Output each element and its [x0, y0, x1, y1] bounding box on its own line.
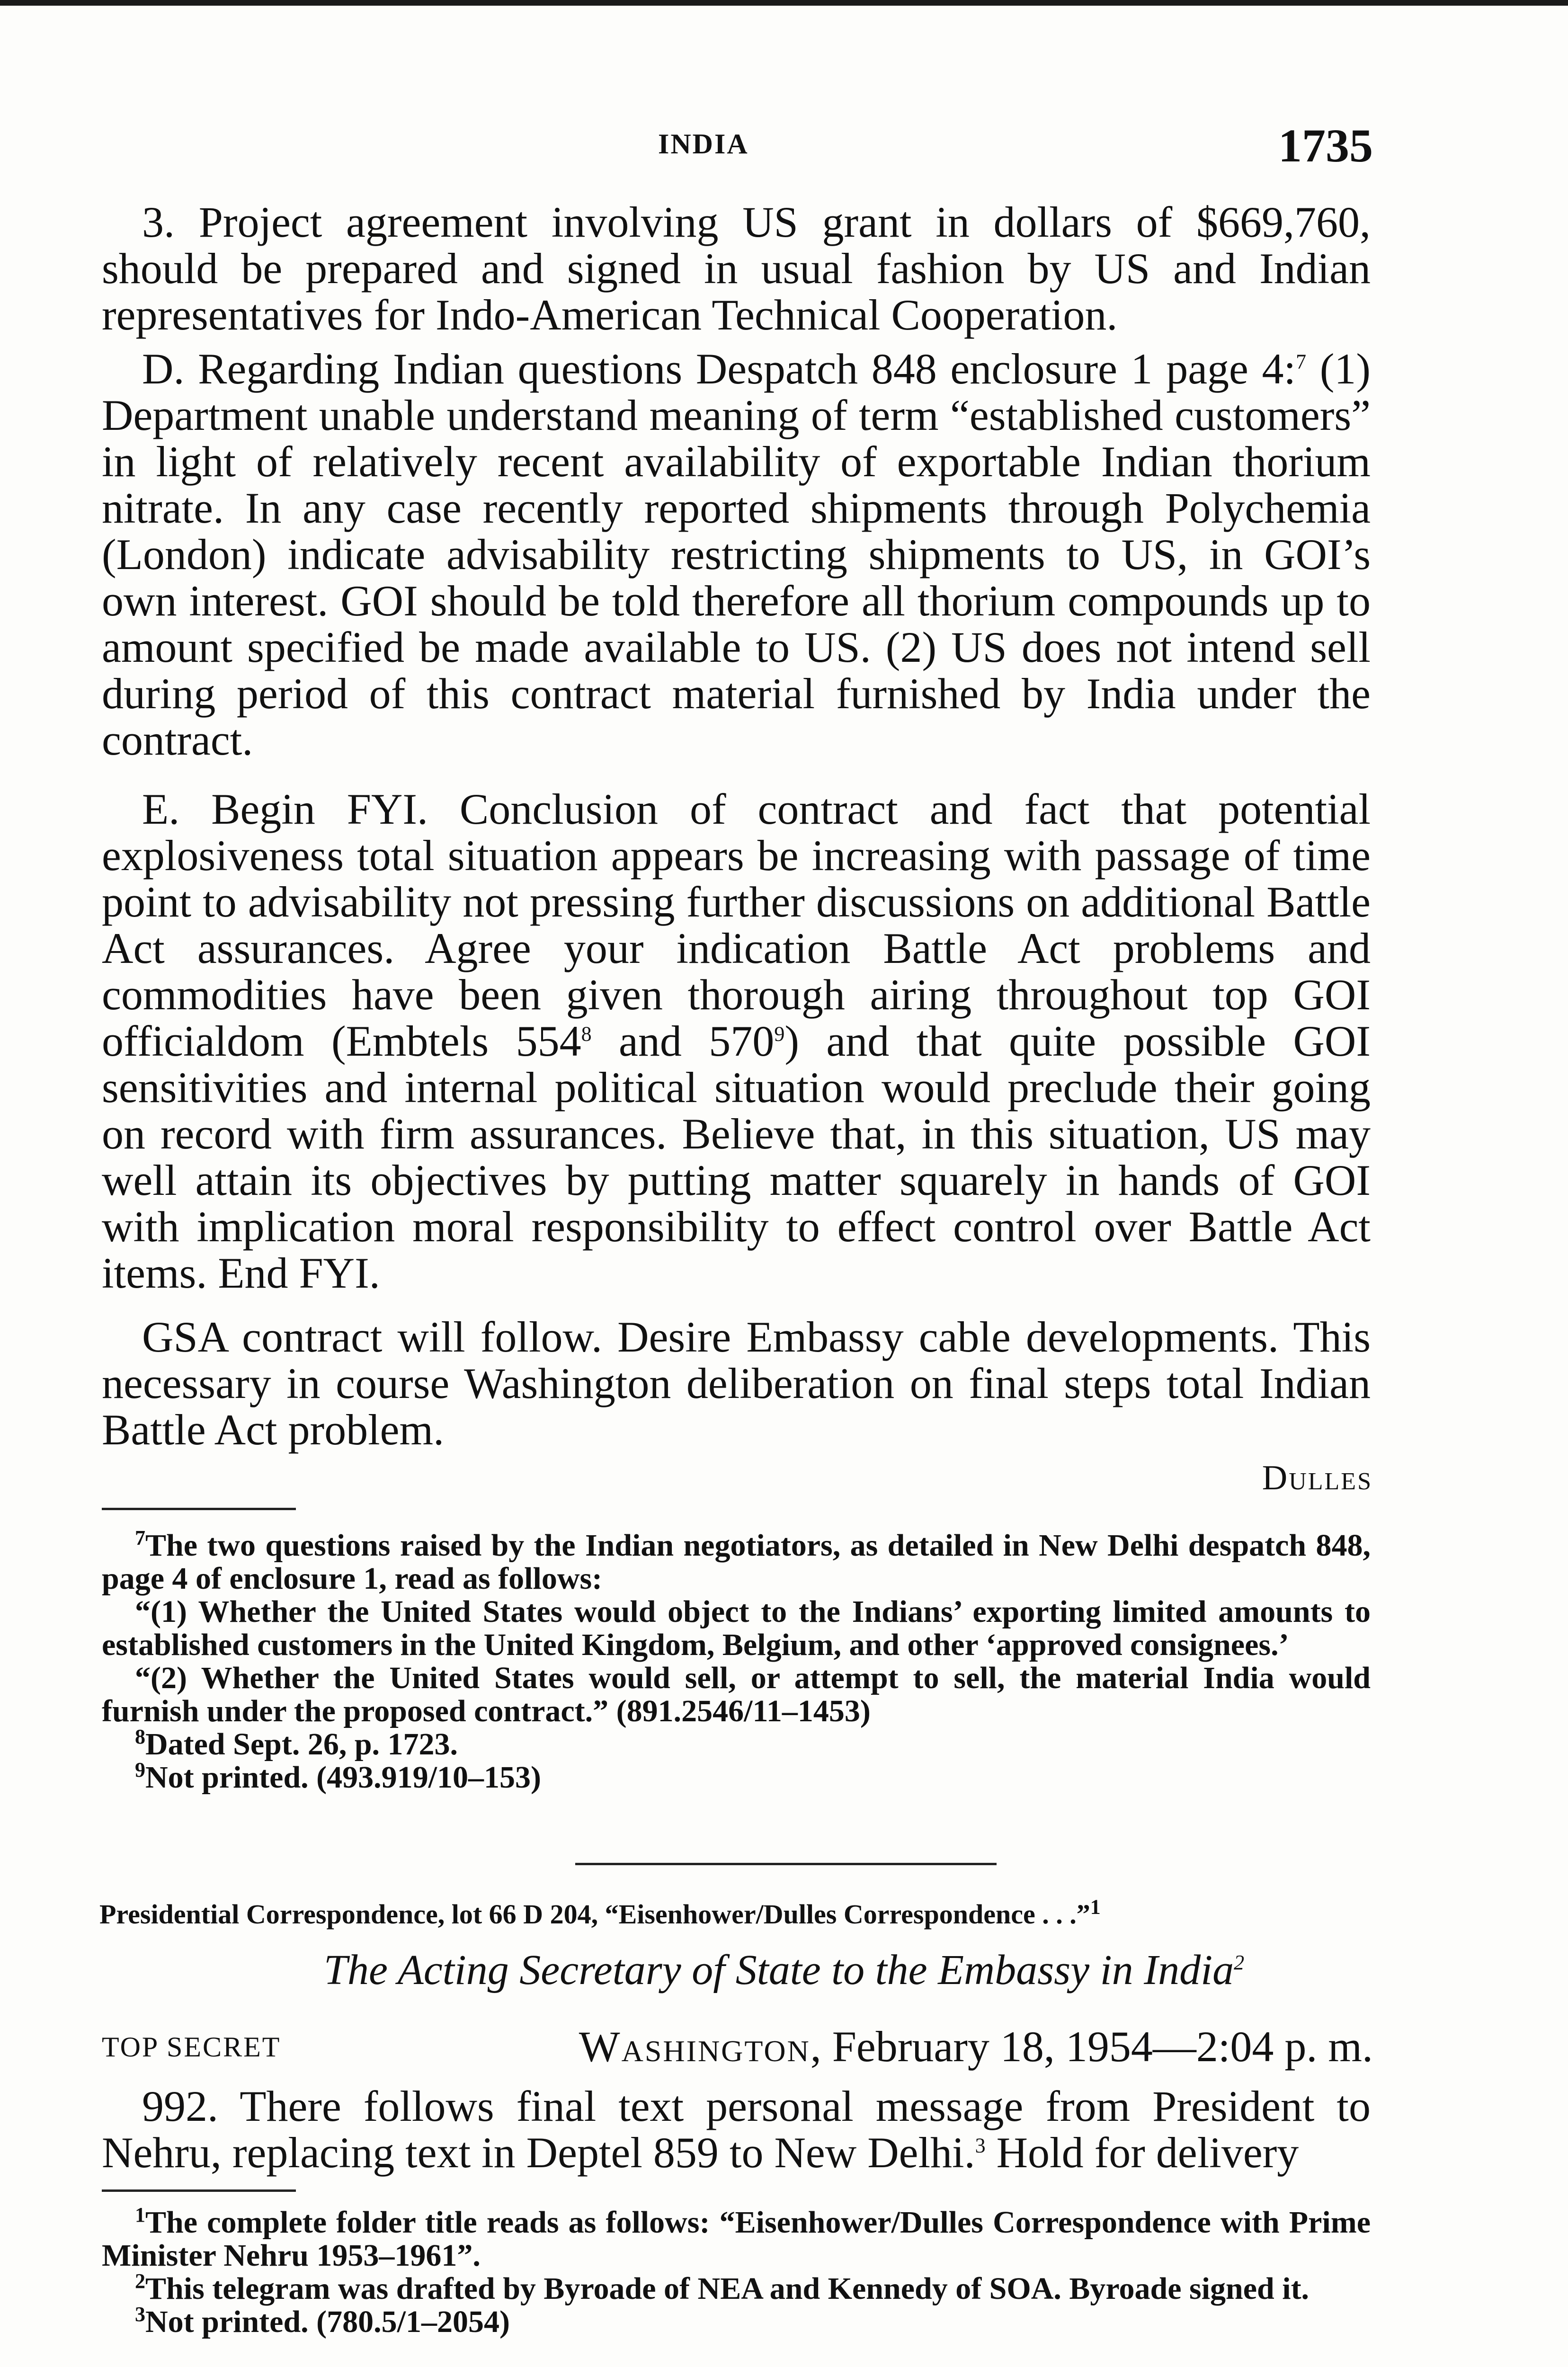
paragraph-e-part1: E. Begin FYI. Conclusion of contract and fact that potential explosiveness total situation appears be increasing with passage of time point to advisability not pressing further discussions on additional Battle Act assurances. Agree your indication Battle Act problems and commodities have been given thorough airing throughout top GOI officialdom (Embtels 554 [102, 785, 1371, 1065]
dateline [579, 2021, 1373, 2072]
footnote-text: The complete folder title reads as follows: “Eisenhower/Dulles Correspondence with Prime Minister Nehru 1953–1961”. [102, 2205, 1371, 2273]
footnote-mark: 1 [135, 2203, 145, 2226]
footnote-mark: 7 [135, 1526, 145, 1549]
paragraph-gsa-text: GSA contract will follow. Desire Embassy cable developments. This necessary in course Washington deliberation on final steps total Indian Battle Act problem. [102, 1313, 1371, 1454]
paragraph-e-part3: ) and that quite possible GOI sensitivities and internal political situation would preclude their going on record with firm assurances. Believe that, in this situation, US may well attain its objectives by putting matter squarely in hands of GOI with implication moral responsibility to effect control over Battle Act items. End FYI. [102, 1017, 1371, 1297]
dateline-place: Washington [579, 2022, 811, 2071]
footnote-mark: 3 [135, 2303, 145, 2326]
paragraph-d [102, 346, 1371, 763]
footnote-ref-9: 9 [774, 1022, 785, 1046]
footnote-text: This telegram was drafted by Byroade of NEA and Kennedy of SOA. Byroade signed it. [145, 2271, 1310, 2306]
source-citation-text: Presidential Correspondence, lot 66 D 204, “Eisenhower/Dulles Correspondence . . .” [99, 1899, 1090, 1930]
source-footnote-ref: 1 [1090, 1895, 1101, 1919]
title-footnote-ref: 2 [1234, 1951, 1245, 1974]
footnote-7-quote-1: “(1) Whether the United States would object to the Indians’ exporting limited amounts to established customers in the United Kingdom, Belgium, and other ‘approved consignees.’ [102, 1594, 1371, 1662]
footnote-ref-3: 3 [975, 2134, 986, 2157]
document-separator-rule [575, 1863, 997, 1865]
document-title [0, 1946, 1568, 1994]
footnote-text: The two questions raised by the Indian negotiators, as detailed in New Delhi despatch 848, page 4 of enclosure 1, read as follows: [102, 1528, 1371, 1596]
footnote-mark: 9 [135, 1758, 145, 1781]
footnote-rule-b [102, 2189, 296, 2192]
signature: Dulles [1262, 1459, 1372, 1497]
footnote-ref-7: 7 [1296, 350, 1307, 374]
paragraph-992-part2: Hold for delivery [985, 2128, 1299, 2177]
source-citation [99, 1895, 1373, 1930]
footnote-ref-8: 8 [581, 1022, 592, 1046]
paragraph-c3 [102, 199, 1371, 338]
footnote-9 [102, 1758, 1371, 1795]
footnote-1 [102, 2203, 1371, 2273]
paragraph-d-lead: D. Regarding Indian questions Despatch 848 enclosure 1 page 4: [142, 345, 1296, 393]
document-title-text: The Acting Secretary of State to the Embassy in India [323, 1947, 1234, 1993]
paragraph-d-text [102, 346, 1371, 763]
running-head: INDIA [658, 128, 749, 160]
footnote-mark: 8 [135, 1725, 145, 1748]
footnotes-b [102, 2203, 1371, 2339]
paragraph-d-rest: (1) Department unable understand meaning of term “established customers” in light of relatively recent availability of exportable Indian thorium nitrate. In any case recently reported shipments through Polychemia (London) indicate advisability restricting shipments to US, in GOI’s own interest. GOI should be told therefore all thorium compounds up to amount specified be made available to US. (2) US does not intend sell during period of this contract material furnished by India under the contract. [102, 345, 1371, 764]
paragraph-c3-text: 3. Project agreement involving US grant in dollars of $669,760, should be prepared and signed in usual fashion by US and Indian representatives for Indo-American Technical Cooperation. [102, 198, 1371, 339]
paragraph-e-text [102, 786, 1371, 1296]
footnote-2 [102, 2269, 1371, 2306]
footnote-text: Not printed. (493.919/10–153) [145, 1760, 541, 1795]
paragraph-gsa [102, 1314, 1371, 1453]
footnote-7-quote-2: “(2) Whether the United States would sell, or attempt to sell, the material India would furnish under the proposed contract.” (891.2546/11–1453) [102, 1661, 1371, 1728]
footnote-text: Not printed. (780.5/1–2054) [145, 2305, 510, 2339]
paragraph-992-text [102, 2083, 1371, 2176]
footnote-mark: 2 [135, 2269, 145, 2293]
top-border-rule [0, 0, 1568, 6]
classification-label: TOP SECRET [102, 2031, 281, 2063]
page-number: 1735 [1278, 119, 1373, 172]
footnote-text: Dated Sept. 26, p. 1723. [145, 1727, 458, 1762]
paragraph-992-part1: 992. There follows final text personal message from President to Nehru, replacing text in Deptel 859 to New Delhi. [102, 2082, 1371, 2177]
footnote-7 [102, 1526, 1371, 1596]
paragraph-992 [102, 2083, 1371, 2176]
paragraph-e-part2: and 570 [591, 1017, 775, 1065]
dateline-date: , February 18, 1954—2:04 p. m. [810, 2022, 1373, 2071]
footnotes-a [102, 1526, 1371, 1795]
footnote-8 [102, 1725, 1371, 1762]
paragraph-e [102, 786, 1371, 1296]
footnote-rule-a [102, 1508, 296, 1510]
footnote-3 [102, 2305, 1371, 2339]
